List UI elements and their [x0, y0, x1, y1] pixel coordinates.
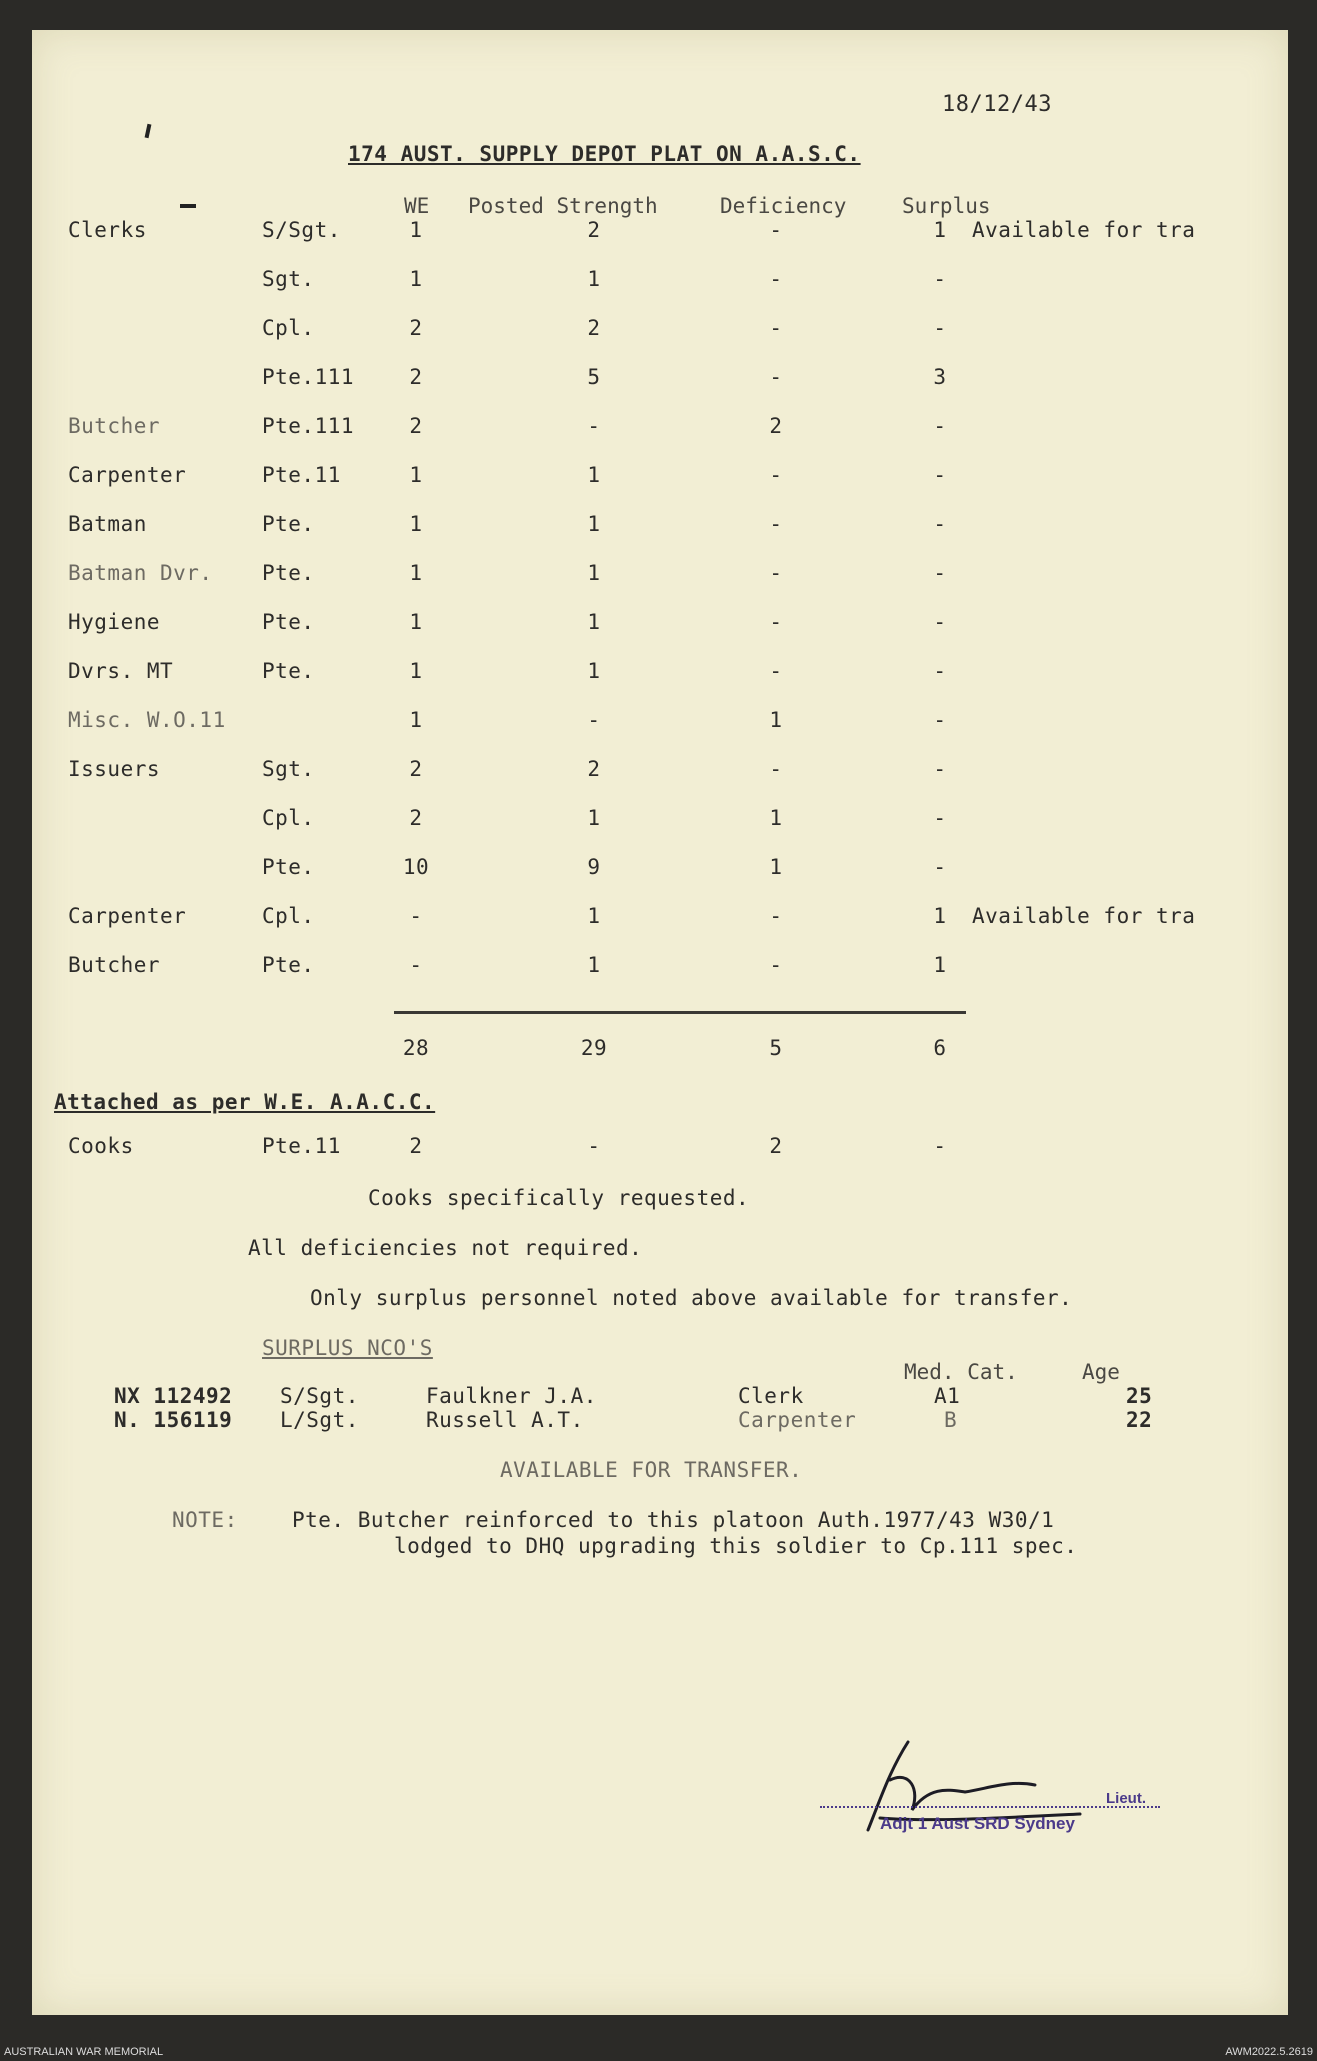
row-deficiency: -	[769, 757, 783, 781]
note-line-1: Pte. Butcher reinforced to this platoon Auth.1977/43 W30/1	[292, 1508, 1055, 1532]
row-surplus: -	[933, 512, 947, 536]
document-title: 174 AUST. SUPPLY DEPOT PLAT ON A.A.S.C.	[348, 142, 861, 166]
row-deficiency: -	[769, 561, 783, 585]
row-we: 1	[409, 708, 423, 732]
row-trade: Butcher	[68, 953, 161, 977]
row-we: 1	[409, 218, 423, 242]
surplus-number: N. 156119	[114, 1408, 233, 1432]
row-deficiency: -	[769, 316, 783, 340]
row-rank: Cpl.	[262, 316, 315, 340]
surplus-age: 22	[1126, 1408, 1153, 1432]
row-we: 2	[409, 806, 423, 830]
row-surplus: 1	[933, 904, 947, 928]
row-surplus: 1	[933, 953, 947, 977]
surplus-trade: Clerk	[738, 1384, 804, 1408]
row-rank: S/Sgt.	[262, 218, 341, 242]
row-posted: 1	[587, 904, 601, 928]
attached-rank: Pte.11	[262, 1134, 341, 1158]
document-date: 18/12/43	[942, 92, 1052, 117]
row-trade: Carpenter	[68, 463, 187, 487]
row-deficiency: 1	[769, 855, 783, 879]
surplus-name: Faulkner J.A.	[426, 1384, 597, 1408]
row-trade: Dvrs. MT	[68, 659, 174, 683]
row-posted: 9	[587, 855, 601, 879]
row-rank: Pte.	[262, 855, 315, 879]
row-we: 2	[409, 316, 423, 340]
ink-mark	[180, 204, 196, 208]
attached-deficiency: 2	[769, 1134, 783, 1158]
row-rank: Pte.	[262, 659, 315, 683]
row-deficiency: -	[769, 904, 783, 928]
surplus-med: A1	[934, 1384, 961, 1408]
note-line-2: lodged to DHQ upgrading this soldier to Cp.111 spec.	[394, 1534, 1078, 1558]
row-deficiency: 1	[769, 708, 783, 732]
row-posted: -	[587, 708, 601, 732]
row-surplus: -	[933, 267, 947, 291]
stamp-rank: Lieut.	[1106, 1790, 1146, 1807]
attached-heading: Attached as per W.E. A.A.C.C.	[54, 1090, 436, 1114]
row-posted: 1	[587, 561, 601, 585]
document-page	[32, 30, 1288, 2015]
row-note: Available for tra	[972, 904, 1196, 928]
row-we: 1	[409, 610, 423, 634]
col-header-surplus: Surplus	[902, 194, 991, 218]
row-rank: Pte.11	[262, 463, 341, 487]
row-rank: Sgt.	[262, 757, 315, 781]
attached-posted: -	[587, 1134, 601, 1158]
available-for-transfer: AVAILABLE FOR TRANSFER.	[500, 1458, 803, 1482]
col-header-we: WE	[404, 194, 430, 218]
row-deficiency: -	[769, 512, 783, 536]
row-trade: Batman	[68, 512, 147, 536]
row-deficiency: -	[769, 365, 783, 389]
surplus-col-med: Med. Cat.	[904, 1360, 1018, 1384]
row-we: 2	[409, 365, 423, 389]
total-posted: 29	[580, 1036, 608, 1060]
row-rank: Pte.	[262, 512, 315, 536]
row-deficiency: -	[769, 218, 783, 242]
attached-surplus: -	[933, 1134, 947, 1158]
row-surplus: -	[933, 463, 947, 487]
row-trade: Hygiene	[68, 610, 161, 634]
total-deficiency: 5	[769, 1036, 783, 1060]
row-rank: Pte.	[262, 610, 315, 634]
row-trade: Butcher	[68, 414, 161, 438]
note-deficiencies: All deficiencies not required.	[248, 1236, 643, 1260]
row-deficiency: -	[769, 463, 783, 487]
row-surplus: 1	[933, 218, 947, 242]
footer-reference: AWM2022.5.2619	[1225, 2046, 1313, 2058]
row-we: 10	[402, 855, 430, 879]
col-header-deficiency: Deficiency	[720, 194, 847, 218]
totals-rule	[394, 1011, 966, 1014]
row-surplus: -	[933, 316, 947, 340]
row-trade: Carpenter	[68, 904, 187, 928]
note-cooks: Cooks specifically requested.	[368, 1186, 750, 1210]
row-we: 2	[409, 757, 423, 781]
row-we: -	[409, 953, 423, 977]
row-note: Available for tra	[972, 218, 1196, 242]
row-posted: 1	[587, 463, 601, 487]
row-surplus: -	[933, 561, 947, 585]
row-rank: Pte.111	[262, 365, 355, 389]
row-deficiency: -	[769, 267, 783, 291]
row-posted: 1	[587, 953, 601, 977]
row-posted: 1	[587, 512, 601, 536]
row-trade: Batman Dvr.	[68, 561, 213, 585]
surplus-number: NX 112492	[114, 1384, 233, 1408]
row-surplus: -	[933, 757, 947, 781]
footer-source: AUSTRALIAN WAR MEMORIAL	[4, 2046, 164, 2058]
row-deficiency: -	[769, 659, 783, 683]
row-rank: Pte.	[262, 953, 315, 977]
row-posted: 1	[587, 610, 601, 634]
row-posted: 2	[587, 218, 601, 242]
row-we: 1	[409, 463, 423, 487]
row-rank: Cpl.	[262, 806, 315, 830]
row-trade: Misc. W.O.11	[68, 708, 226, 732]
row-we: 2	[409, 414, 423, 438]
surplus-heading: SURPLUS NCO'S	[262, 1336, 433, 1360]
row-rank: Sgt.	[262, 267, 315, 291]
row-surplus: -	[933, 855, 947, 879]
row-we: 1	[409, 512, 423, 536]
row-surplus: -	[933, 659, 947, 683]
col-header-posted: Posted Strength	[468, 194, 658, 218]
row-we: -	[409, 904, 423, 928]
surplus-col-age: Age	[1082, 1360, 1120, 1384]
surplus-rank: S/Sgt.	[280, 1384, 359, 1408]
row-deficiency: 2	[769, 414, 783, 438]
row-rank: Pte.111	[262, 414, 355, 438]
row-posted: 1	[587, 267, 601, 291]
note-label: NOTE:	[172, 1508, 238, 1532]
total-we: 28	[402, 1036, 430, 1060]
surplus-trade: Carpenter	[738, 1408, 857, 1432]
row-posted: -	[587, 414, 601, 438]
attached-trade: Cooks	[68, 1134, 134, 1158]
row-surplus: -	[933, 414, 947, 438]
row-deficiency: -	[769, 610, 783, 634]
row-rank: Cpl.	[262, 904, 315, 928]
stamp-office: Adjt 1 Aust SRD Sydney	[880, 1814, 1075, 1833]
row-deficiency: -	[769, 953, 783, 977]
row-we: 1	[409, 561, 423, 585]
row-posted: 1	[587, 659, 601, 683]
row-surplus: -	[933, 708, 947, 732]
surplus-name: Russell A.T.	[426, 1408, 584, 1432]
row-posted: 5	[587, 365, 601, 389]
row-deficiency: 1	[769, 806, 783, 830]
surplus-age: 25	[1126, 1384, 1153, 1408]
surplus-rank: L/Sgt.	[280, 1408, 359, 1432]
row-rank: Pte.	[262, 561, 315, 585]
row-surplus: -	[933, 610, 947, 634]
row-posted: 2	[587, 757, 601, 781]
row-we: 1	[409, 267, 423, 291]
attached-we: 2	[409, 1134, 423, 1158]
row-posted: 1	[587, 806, 601, 830]
note-surplus: Only surplus personnel noted above available for transfer.	[310, 1286, 1073, 1310]
row-we: 1	[409, 659, 423, 683]
total-surplus: 6	[933, 1036, 947, 1060]
row-surplus: -	[933, 806, 947, 830]
row-trade: Issuers	[68, 757, 161, 781]
row-posted: 2	[587, 316, 601, 340]
surplus-med: B	[944, 1408, 958, 1432]
row-surplus: 3	[933, 365, 947, 389]
row-trade: Clerks	[68, 218, 147, 242]
